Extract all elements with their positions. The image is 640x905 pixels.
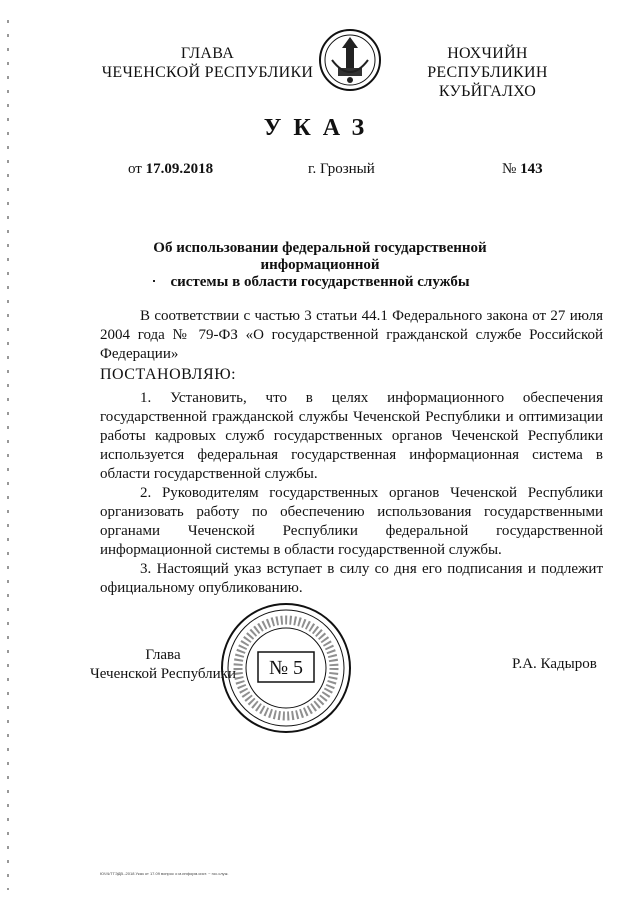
scan-edge-artifact	[7, 20, 9, 890]
document-title: УКАЗ	[263, 115, 377, 141]
decree-date	[128, 161, 213, 178]
seal-number: № 5	[268, 657, 304, 679]
stray-dot	[153, 280, 155, 282]
item-paragraph-3: 3. Настоящий указ вступает в силу со дня его подписания и подлежит официальному опубликованию.	[100, 561, 603, 596]
header-right-line1: НОХЧИЙН РЕСПУБЛИКИН	[427, 45, 548, 81]
header-right	[385, 44, 590, 101]
decree-word: ПОСТАНОВЛЯЮ:	[100, 366, 237, 383]
signatory-position	[88, 646, 238, 684]
preamble-paragraph: В соответствии с частью 3 статьи 44.1 Федерального закона от 27 июля 2004 года № 79-ФЗ «О государственной гражданской службе Российской Федерации»	[100, 308, 603, 362]
header-left-line2: ЧЕЧЕНСКОЙ РЕСПУБЛИКИ	[101, 64, 314, 81]
coat-of-arms-emblem-icon	[318, 28, 382, 92]
signatory-position-line1: Глава	[145, 647, 181, 663]
decree-city: г. Грозный	[308, 161, 375, 177]
signatory-position-line2: Чеченской Республики	[90, 666, 236, 682]
header-left	[100, 44, 315, 82]
date-value: 17.09.2018	[145, 161, 214, 177]
official-seal	[218, 600, 354, 736]
subject-line2: системы в области государственной службы	[170, 274, 470, 290]
item-paragraph-2: 2. Руководителям государственных органов Чеченской Республики организовать работу по обеспечению использования государственными органами Чеченской Республики федеральной государственной информационной системы в области государственной службы.	[100, 485, 603, 558]
footer-file-note: ЮЧЧ/ТГЭДВ.-2018 Указ от 17.09 вопрос о м.информ.сист. ~ гос.служ.	[100, 871, 229, 876]
signatory-name: Р.А. Кадыров	[512, 656, 597, 672]
number-value: 143	[520, 161, 543, 177]
header-right-line2: КУЬЙГАЛХО	[438, 83, 537, 100]
date-prefix: от	[128, 161, 146, 177]
item-paragraph-1: 1. Установить, что в целях информационного обеспечения государственной гражданской службы Чеченской Республики и оптимизации работы кадровых служб государственных органов Чеченской Республики используется федеральная государственная информационная система в области государственной службы.	[100, 390, 603, 482]
subject-line1: Об использовании федеральной государственной информационной	[153, 240, 487, 273]
decree-subject	[100, 240, 540, 291]
number-prefix: №	[502, 161, 521, 177]
decree-number	[502, 161, 543, 178]
header-left-line1: ГЛАВА	[180, 45, 235, 62]
